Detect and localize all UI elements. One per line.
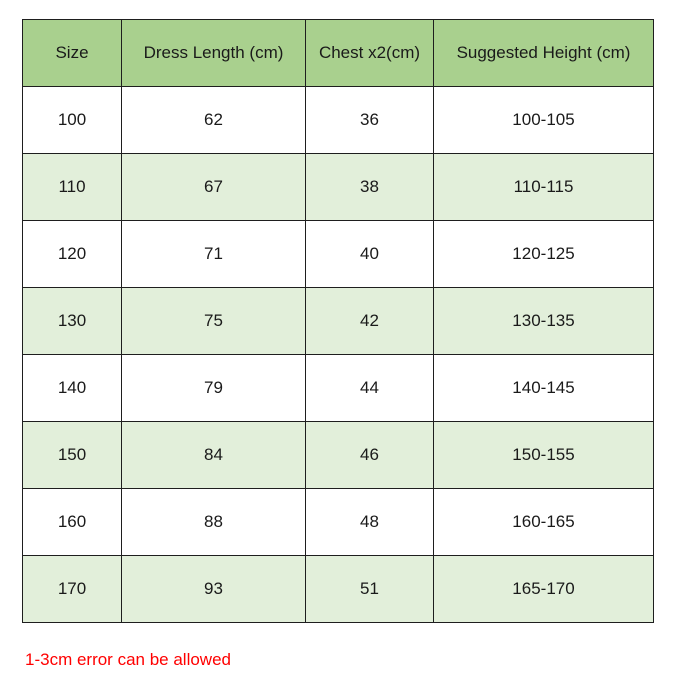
table-row [23,221,654,288]
cell-dress-length: 79 [122,355,306,422]
cell-dress-length: 84 [122,422,306,489]
cell-chest: 40 [306,221,434,288]
table-row [23,87,654,154]
cell-dress-length: 75 [122,288,306,355]
cell-size: 110 [23,154,122,221]
cell-size: 100 [23,87,122,154]
cell-dress-length: 71 [122,221,306,288]
cell-chest: 36 [306,87,434,154]
cell-chest: 44 [306,355,434,422]
header-size: Size [23,20,122,87]
table-row [23,355,654,422]
cell-size: 130 [23,288,122,355]
cell-suggested-height: 110-115 [434,154,654,221]
cell-suggested-height: 140-145 [434,355,654,422]
table-row [23,422,654,489]
header-suggested-height: Suggested Height (cm) [434,20,654,87]
cell-chest: 38 [306,154,434,221]
error-tolerance-note: 1-3cm error can be allowed [25,650,231,669]
table-header-row [23,20,654,87]
size-chart-table [22,19,654,623]
cell-suggested-height: 150-155 [434,422,654,489]
cell-suggested-height: 100-105 [434,87,654,154]
table-row [23,489,654,556]
table-row [23,154,654,221]
cell-dress-length: 62 [122,87,306,154]
header-dress-length: Dress Length (cm) [122,20,306,87]
cell-dress-length: 88 [122,489,306,556]
cell-size: 170 [23,556,122,623]
cell-size: 150 [23,422,122,489]
header-chest: Chest x2(cm) [306,20,434,87]
cell-chest: 48 [306,489,434,556]
cell-dress-length: 67 [122,154,306,221]
table-row [23,288,654,355]
cell-suggested-height: 160-165 [434,489,654,556]
cell-dress-length: 93 [122,556,306,623]
cell-chest: 46 [306,422,434,489]
table-row [23,556,654,623]
cell-chest: 42 [306,288,434,355]
cell-size: 160 [23,489,122,556]
cell-size: 140 [23,355,122,422]
cell-chest: 51 [306,556,434,623]
cell-size: 120 [23,221,122,288]
cell-suggested-height: 165-170 [434,556,654,623]
cell-suggested-height: 120-125 [434,221,654,288]
cell-suggested-height: 130-135 [434,288,654,355]
